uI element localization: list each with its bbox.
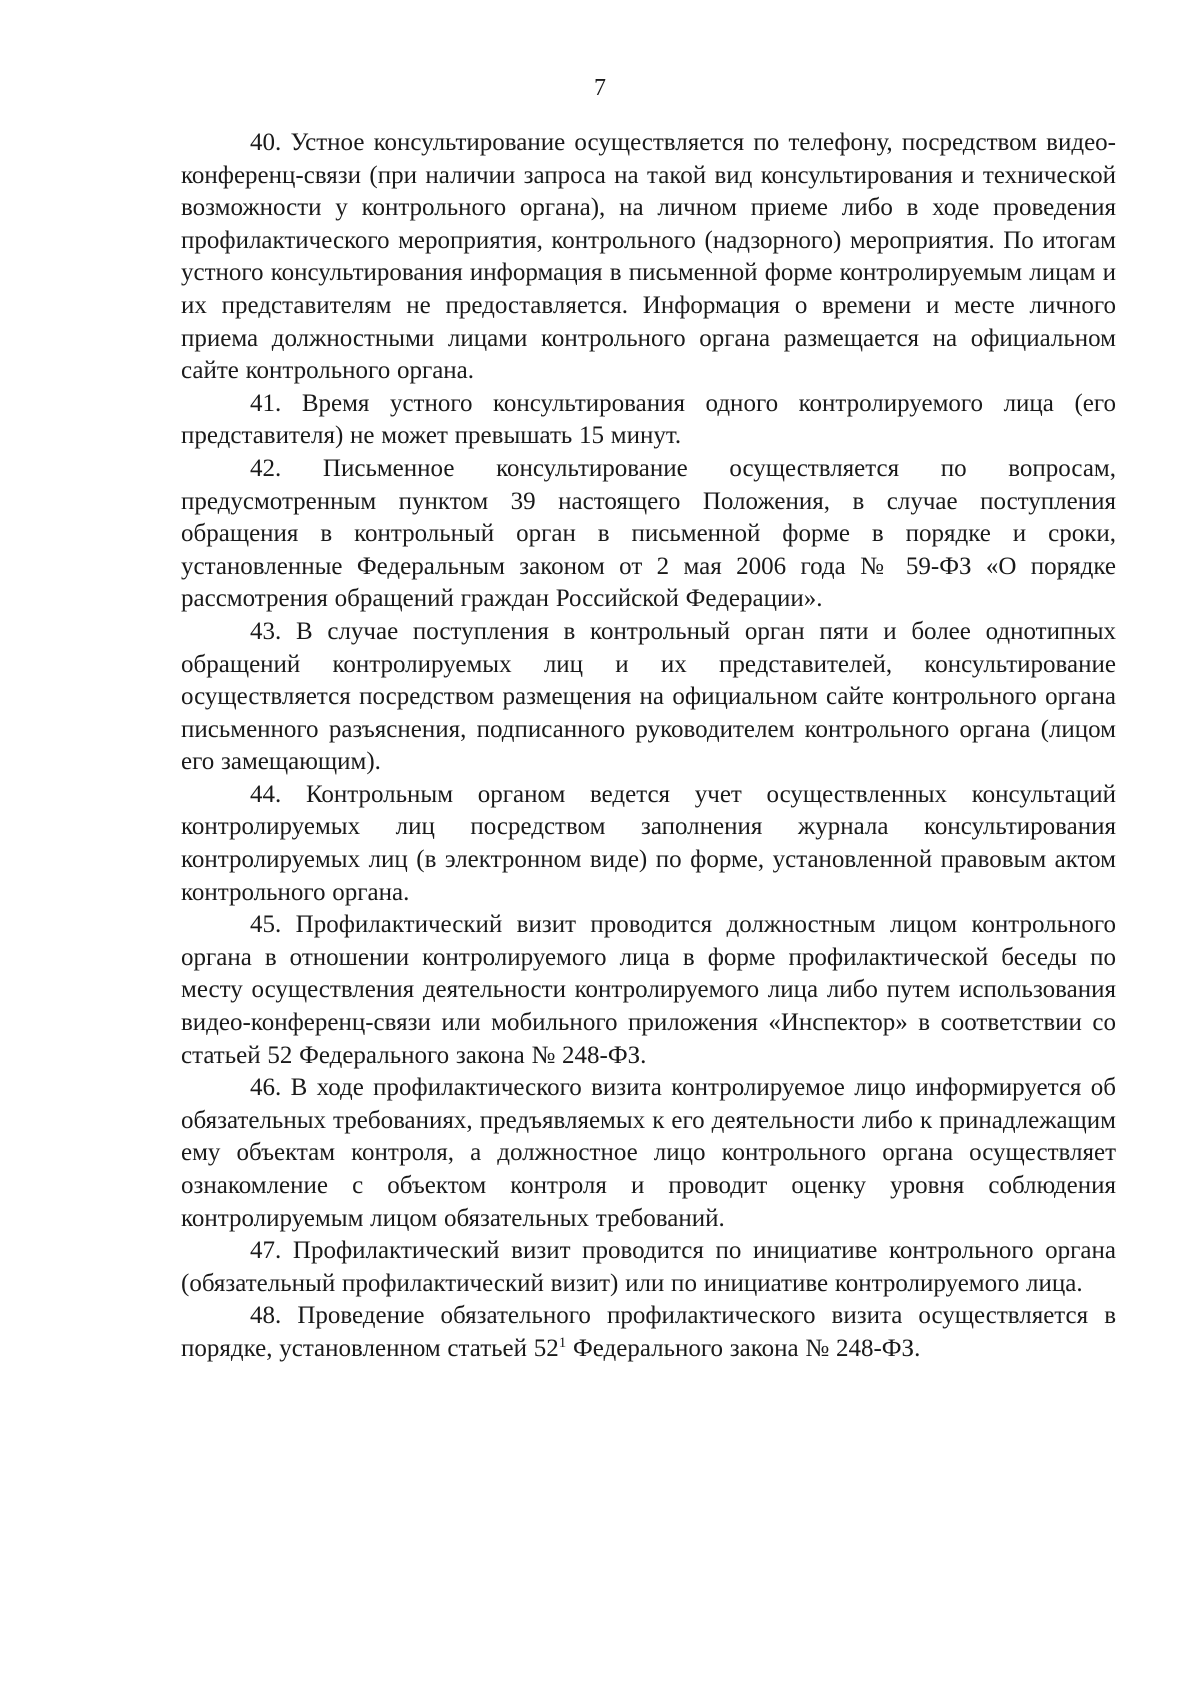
paragraph-text: Время устного консультирования одного контролируемого лица (его представителя) не может превышать 15 минут.	[181, 389, 1117, 450]
article-superscript: 1	[558, 1334, 567, 1351]
paragraph-number: 48.	[250, 1302, 282, 1330]
paragraph-number: 47.	[250, 1237, 282, 1265]
paragraph-text-after: Федерального закона № 248-ФЗ.	[566, 1334, 921, 1362]
paragraph-number: 41.	[250, 389, 282, 417]
paragraph-47	[181, 1235, 1116, 1300]
paragraph-text: В случае поступления в контрольный орган пяти и более однотипных обращений контролируемых лиц и их представителей, консультирование осуществляется посредством размещения на официальном сайте контрольного органа письменного разъяснения, подписанного руководителем контрольного органа (лицом его замещающим).	[181, 617, 1116, 776]
paragraph-46	[181, 1072, 1116, 1235]
paragraph-text: В ходе профилактического визита контролируемое лицо информируется об обязательных требованиях, предъявляемых к его деятельности либо к принадлежащим ему объектам контроля, а должностное лицо контрольного органа осуществляет ознакомление с объектом контроля и проводит оценку уровня соблюдения контролируемым лицом обязательных требований.	[181, 1074, 1116, 1232]
paragraph-text: Устное консультирование осуществляется по телефону, посредством видео-конференц-связи (при наличии запроса на такой вид консультирования и технической возможности у контрольного органа), на личном приеме либо в ходе проведения профилактического мероприятия, контрольного (надзорного) мероприятия. По итогам устного консультирования информация в письменной форме контролируемым лицам и их представителям не предоставляется. Информация о времени и месте личного приема должностными лицами контрольного органа размещается на официальном сайте контрольного органа.	[181, 129, 1116, 385]
paragraph-45	[181, 909, 1116, 1072]
paragraph-number: 42.	[250, 454, 282, 482]
paragraph-text-before: Проведение обязательного профилактического визита осуществляется в порядке, установленном статьей 52	[181, 1302, 1117, 1362]
paragraph-48	[181, 1300, 1116, 1365]
paragraph-text: Письменное консультирование осуществляется по вопросам, предусмотренным пунктом 39 настоящего Положения, в случае поступления обращения в контрольный орган в письменной форме в порядке и сроки, установленные Федеральным законом от 2 мая 2006 года № 59-ФЗ «О порядке рассмотрения обращений граждан Российской Федерации».	[181, 454, 1117, 613]
paragraph-41	[181, 388, 1116, 453]
paragraph-43	[181, 616, 1116, 779]
document-body	[181, 127, 1116, 1366]
paragraph-number: 46.	[250, 1074, 282, 1102]
paragraph-text: Профилактический визит проводится по инициативе контрольного органа (обязательный профилактический визит) или по инициативе контролируемого лица.	[181, 1237, 1116, 1297]
paragraph-text: Контрольным органом ведется учет осуществленных консультаций контролируемых лиц посредством заполнения журнала консультирования контролируемых лиц (в электронном виде) по форме, установленной правовым актом контрольного органа.	[181, 780, 1117, 906]
paragraph-text: Профилактический визит проводится должностным лицом контрольного органа в отношении контролируемого лица в форме профилактической беседы по месту осуществления деятельности контролируемого лица либо путем использования видео-конференц-связи или мобильного приложения «Инспектор» в соответствии со статьей 52 Федерального закона № 248-ФЗ.	[181, 911, 1117, 1069]
paragraph-number: 45.	[250, 911, 282, 939]
paragraph-40	[181, 127, 1116, 388]
paragraph-number: 44.	[250, 780, 282, 808]
paragraph-42	[181, 453, 1116, 616]
paragraph-number: 43.	[250, 617, 282, 645]
paragraph-44	[181, 779, 1116, 909]
paragraph-number: 40.	[250, 129, 282, 156]
page-number: 7	[594, 75, 606, 101]
